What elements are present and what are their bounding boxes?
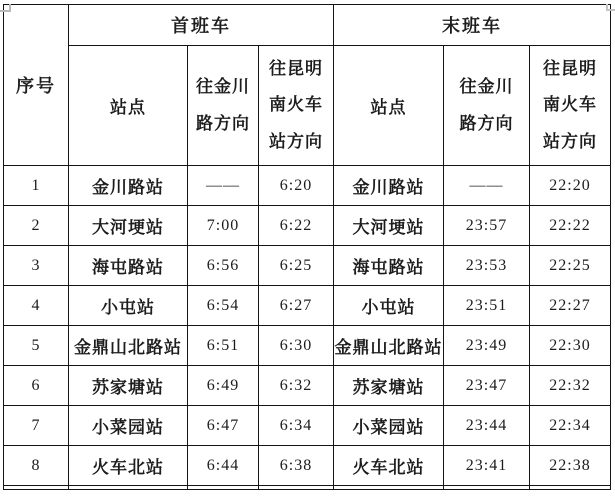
last-to-jinchuan-header-label: 往金川路方向 bbox=[459, 76, 514, 133]
first-to-kunming-south-header-label: 往昆明南火车站方向 bbox=[269, 58, 323, 151]
last-to-kunming-south-time-cell: 22:20 bbox=[530, 166, 611, 206]
first-to-jinchuan-header-label: 往金川路方向 bbox=[196, 76, 250, 133]
last-station-cell: 金川路站 bbox=[334, 166, 444, 206]
last-to-kunming-south-time-cell: 22:30 bbox=[530, 326, 611, 366]
sub-header-row bbox=[4, 46, 611, 166]
last-station-cell: 海屯路站 bbox=[334, 246, 444, 286]
table-row bbox=[4, 246, 611, 286]
serial-header: 序号 bbox=[4, 5, 69, 166]
last-to-jinchuan-time-cell: 23:41 bbox=[444, 446, 530, 486]
first-to-jinchuan-time-cell: 6:44 bbox=[188, 446, 259, 486]
bus-schedule-table bbox=[3, 4, 611, 490]
table-row bbox=[4, 446, 611, 486]
first-to-kunming-south-time-cell: 6:34 bbox=[259, 406, 334, 446]
first-to-jinchuan-time-cell: 6:54 bbox=[188, 286, 259, 326]
last-to-kunming-south-time-cell: 22:25 bbox=[530, 246, 611, 286]
first-station-header: 站点 bbox=[69, 46, 188, 166]
first-to-kunming-south-time-cell: 6:30 bbox=[259, 326, 334, 366]
first-to-kunming-south-time-cell: 6:38 bbox=[259, 446, 334, 486]
last-to-kunming-south-time-cell: 22:27 bbox=[530, 286, 611, 326]
serial-cell: 8 bbox=[4, 446, 69, 486]
first-to-kunming-south-header bbox=[259, 46, 334, 166]
first-station-cell: 苏家塘站 bbox=[69, 366, 188, 406]
table-row bbox=[4, 286, 611, 326]
serial-cell: 5 bbox=[4, 326, 69, 366]
table-move-handle-artifact bbox=[0, 4, 11, 12]
last-to-jinchuan-time-cell: —— bbox=[444, 166, 530, 206]
last-station-cell: 小菜园站 bbox=[334, 406, 444, 446]
first-station-cell: 大河埂站 bbox=[69, 206, 188, 246]
serial-cell: 7 bbox=[4, 406, 69, 446]
first-station-cell: 小屯站 bbox=[69, 286, 188, 326]
last-to-jinchuan-time-cell: 23:51 bbox=[444, 286, 530, 326]
last-station-cell: 苏家塘站 bbox=[334, 366, 444, 406]
last-to-jinchuan-time-cell: 23:53 bbox=[444, 246, 530, 286]
table-row bbox=[4, 206, 611, 246]
last-to-kunming-south-header bbox=[530, 46, 611, 166]
last-to-jinchuan-time-cell: 23:57 bbox=[444, 206, 530, 246]
last-station-cell: 小屯站 bbox=[334, 286, 444, 326]
table-row bbox=[4, 406, 611, 446]
last-to-kunming-south-time-cell: 22:38 bbox=[530, 446, 611, 486]
group-header-row bbox=[4, 5, 611, 46]
last-station-cell: 大河埂站 bbox=[334, 206, 444, 246]
first-station-cell: 金鼎山北路站 bbox=[69, 326, 188, 366]
first-station-cell: 小菜园站 bbox=[69, 406, 188, 446]
first-station-cell: 火车北站 bbox=[69, 446, 188, 486]
last-bus-group-header: 末班车 bbox=[334, 5, 611, 46]
serial-cell: 2 bbox=[4, 206, 69, 246]
first-to-jinchuan-time-cell: 6:51 bbox=[188, 326, 259, 366]
table-row bbox=[4, 326, 611, 366]
last-to-kunming-south-time-cell: 22:34 bbox=[530, 406, 611, 446]
last-to-jinchuan-time-cell: 23:47 bbox=[444, 366, 530, 406]
serial-cell: 6 bbox=[4, 366, 69, 406]
first-station-cell: 海屯路站 bbox=[69, 246, 188, 286]
serial-cell: 3 bbox=[4, 246, 69, 286]
serial-cell: 4 bbox=[4, 286, 69, 326]
table-row bbox=[4, 166, 611, 206]
serial-cell: 1 bbox=[4, 166, 69, 206]
first-to-jinchuan-header bbox=[188, 46, 259, 166]
last-to-jinchuan-header bbox=[444, 46, 530, 166]
last-station-cell: 火车北站 bbox=[334, 446, 444, 486]
cut-off-row bbox=[4, 486, 611, 490]
first-to-kunming-south-time-cell: 6:22 bbox=[259, 206, 334, 246]
first-to-jinchuan-time-cell: 6:47 bbox=[188, 406, 259, 446]
last-to-kunming-south-time-cell: 22:22 bbox=[530, 206, 611, 246]
first-to-kunming-south-time-cell: 6:20 bbox=[259, 166, 334, 206]
first-to-kunming-south-time-cell: 6:27 bbox=[259, 286, 334, 326]
first-station-cell: 金川路站 bbox=[69, 166, 188, 206]
schedule-body bbox=[4, 166, 611, 490]
last-station-header: 站点 bbox=[334, 46, 444, 166]
last-to-jinchuan-time-cell: 23:44 bbox=[444, 406, 530, 446]
last-to-kunming-south-header-label: 往昆明南火车站方向 bbox=[543, 58, 598, 151]
first-to-jinchuan-time-cell: 6:49 bbox=[188, 366, 259, 406]
table-resize-handle-artifact bbox=[606, 4, 615, 11]
last-to-kunming-south-time-cell: 22:32 bbox=[530, 366, 611, 406]
table-row bbox=[4, 366, 611, 406]
first-to-jinchuan-time-cell: 7:00 bbox=[188, 206, 259, 246]
first-to-jinchuan-time-cell: —— bbox=[188, 166, 259, 206]
first-to-jinchuan-time-cell: 6:56 bbox=[188, 246, 259, 286]
last-to-jinchuan-time-cell: 23:49 bbox=[444, 326, 530, 366]
first-bus-group-header: 首班车 bbox=[69, 5, 334, 46]
first-to-kunming-south-time-cell: 6:25 bbox=[259, 246, 334, 286]
last-station-cell: 金鼎山北路站 bbox=[334, 326, 444, 366]
first-to-kunming-south-time-cell: 6:32 bbox=[259, 366, 334, 406]
